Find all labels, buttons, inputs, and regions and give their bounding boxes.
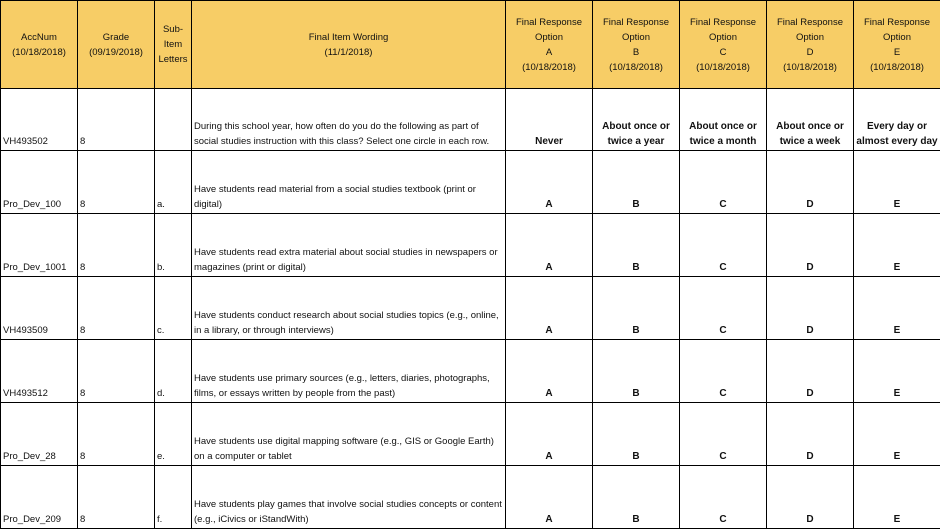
cell-option-a[interactable]: A [506, 340, 593, 403]
table-row [1, 214, 940, 277]
cell-option-e[interactable]: E [854, 403, 940, 466]
option-c-text-2: twice a month [689, 136, 757, 147]
cell-option-c[interactable]: C [680, 340, 767, 403]
cell-option-e[interactable]: E [854, 466, 940, 529]
cell-option-b[interactable]: B [593, 466, 680, 529]
cell-option-c[interactable]: C [680, 151, 767, 214]
header-accnum-title: AccNum [21, 31, 57, 43]
option-b-text-2: twice a year [607, 136, 665, 147]
cell-grade[interactable]: 8 [78, 151, 155, 214]
cell-option-a[interactable] [506, 89, 593, 151]
cell-grade[interactable]: 8 [78, 403, 155, 466]
cell-option-a[interactable]: A [506, 214, 593, 277]
cell-item-wording[interactable]: Have students play games that involve social studies concepts or content (e.g., iCivics or iStandWith) [192, 466, 506, 529]
cell-option-b[interactable] [593, 89, 680, 151]
cell-sub-letter[interactable]: e. [155, 403, 192, 466]
cell-option-d[interactable] [767, 89, 854, 151]
header-option-word: Option [622, 31, 650, 43]
cell-accnum[interactable]: Pro_Dev_28 [1, 403, 78, 466]
table-row [1, 403, 940, 466]
cell-item-wording[interactable]: Have students conduct research about social studies topics (e.g., online, in a library, or through interviews) [192, 277, 506, 340]
header-accnum[interactable] [1, 1, 78, 89]
cell-accnum[interactable]: Pro_Dev_1001 [1, 214, 78, 277]
cell-grade[interactable]: 8 [78, 89, 155, 151]
cell-sub-letter[interactable]: a. [155, 151, 192, 214]
header-option-date: (10/18/2018) [870, 61, 924, 73]
header-option-word: Option [709, 31, 737, 43]
cell-option-a[interactable]: A [506, 466, 593, 529]
stem-row [1, 89, 940, 151]
header-option-date: (10/18/2018) [522, 61, 576, 73]
header-sub-line2: Item [163, 39, 183, 50]
header-accnum-date: (10/18/2018) [12, 46, 66, 58]
cell-sub-letter[interactable]: d. [155, 340, 192, 403]
cell-option-d[interactable]: D [767, 151, 854, 214]
header-option-date: (10/18/2018) [783, 61, 837, 73]
cell-grade[interactable]: 8 [78, 340, 155, 403]
cell-item-wording[interactable]: Have students use digital mapping software (e.g., GIS or Google Earth) on a computer or tablet [192, 403, 506, 466]
cell-option-d[interactable]: D [767, 214, 854, 277]
header-grade[interactable] [78, 1, 155, 89]
header-sub-line3: Letters [158, 54, 188, 65]
cell-option-e[interactable]: E [854, 340, 940, 403]
cell-option-e[interactable]: E [854, 151, 940, 214]
cell-option-a[interactable]: A [506, 277, 593, 340]
cell-option-d[interactable]: D [767, 403, 854, 466]
header-sub-line1: Sub- [162, 24, 184, 35]
header-option-d[interactable] [767, 1, 854, 89]
cell-grade[interactable]: 8 [78, 277, 155, 340]
cell-sub-letter[interactable]: f. [155, 466, 192, 529]
cell-option-c[interactable]: C [680, 466, 767, 529]
cell-option-b[interactable]: B [593, 214, 680, 277]
header-option-word: Option [796, 31, 824, 43]
header-option-b[interactable] [593, 1, 680, 89]
header-option-label: Final Response [602, 16, 669, 28]
header-option-letter: C [719, 46, 727, 58]
header-option-label: Final Response [515, 16, 582, 28]
cell-sub-letter[interactable] [155, 89, 192, 151]
header-option-label: Final Response [776, 16, 843, 28]
cell-option-c[interactable]: C [680, 214, 767, 277]
header-grade-date: (09/19/2018) [89, 46, 143, 58]
header-option-letter: D [806, 46, 814, 58]
header-option-a[interactable] [506, 1, 593, 89]
table-row [1, 277, 940, 340]
cell-grade[interactable]: 8 [78, 466, 155, 529]
cell-option-e[interactable]: E [854, 277, 940, 340]
cell-option-c[interactable] [680, 89, 767, 151]
header-option-letter: A [545, 46, 553, 58]
header-option-c[interactable] [680, 1, 767, 89]
header-option-date: (10/18/2018) [696, 61, 750, 73]
cell-accnum[interactable]: VH493509 [1, 277, 78, 340]
cell-accnum[interactable]: VH493502 [1, 89, 78, 151]
option-d-text-1: About once or [776, 121, 844, 132]
header-option-label: Final Response [863, 16, 930, 28]
cell-option-b[interactable]: B [593, 403, 680, 466]
header-option-word: Option [535, 31, 563, 43]
cell-sub-letter[interactable]: b. [155, 214, 192, 277]
cell-option-b[interactable]: B [593, 277, 680, 340]
cell-accnum[interactable]: Pro_Dev_100 [1, 151, 78, 214]
option-b-text-1: About once or [602, 121, 670, 132]
option-e-text-2: almost every day [856, 136, 938, 147]
cell-option-b[interactable]: B [593, 151, 680, 214]
cell-grade[interactable]: 8 [78, 214, 155, 277]
cell-sub-letter[interactable]: c. [155, 277, 192, 340]
cell-option-e[interactable] [854, 89, 940, 151]
option-a-text: Never [535, 136, 563, 147]
header-final-item-wording[interactable] [192, 1, 506, 89]
header-option-e[interactable] [854, 1, 940, 89]
cell-accnum[interactable]: Pro_Dev_209 [1, 466, 78, 529]
cell-item-wording[interactable]: Have students read extra material about social studies in newspapers or magazines (print or digital) [192, 214, 506, 277]
header-sub-item-letters[interactable] [155, 1, 192, 89]
cell-option-c[interactable]: C [680, 277, 767, 340]
cell-option-d[interactable]: D [767, 340, 854, 403]
header-option-date: (10/18/2018) [609, 61, 663, 73]
header-option-letter: B [632, 46, 640, 58]
header-row [1, 1, 940, 89]
cell-item-wording[interactable]: Have students use primary sources (e.g., letters, diaries, photographs, films, or essays written by people from the past) [192, 340, 506, 403]
cell-option-a[interactable]: A [506, 403, 593, 466]
option-e-text-1: Every day or [866, 121, 928, 132]
option-c-text-1: About once or [689, 121, 757, 132]
table-row [1, 340, 940, 403]
table-row [1, 466, 940, 529]
cell-item-wording[interactable]: During this school year, how often do you do the following as part of social studies instruction with this class? Select one circle in each row. [192, 89, 506, 151]
cell-item-wording[interactable]: Have students read material from a social studies textbook (print or digital) [192, 151, 506, 214]
cell-option-e[interactable]: E [854, 214, 940, 277]
cell-option-d[interactable]: D [767, 277, 854, 340]
table-row [1, 151, 940, 214]
cell-option-b[interactable]: B [593, 340, 680, 403]
header-wording-title: Final Item Wording [308, 31, 389, 43]
cell-option-a[interactable]: A [506, 151, 593, 214]
cell-option-d[interactable]: D [767, 466, 854, 529]
option-d-text-2: twice a week [779, 136, 841, 147]
cell-accnum[interactable]: VH493512 [1, 340, 78, 403]
header-option-letter: E [893, 46, 901, 58]
cell-option-c[interactable]: C [680, 403, 767, 466]
header-option-label: Final Response [689, 16, 756, 28]
header-wording-date: (11/1/2018) [324, 46, 373, 58]
header-option-word: Option [883, 31, 911, 43]
header-grade-title: Grade [102, 31, 130, 43]
